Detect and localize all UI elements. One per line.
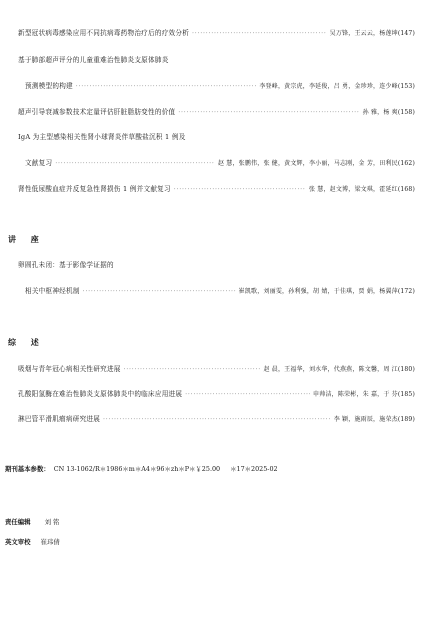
entry-authors: 李登峰，黄宗虎，李延俊，吕 勇，金珍珍，连少峰(153) (259, 83, 415, 90)
toc-entry (25, 80, 415, 90)
dot-leader (174, 187, 306, 193)
entry-title: 超声引导衰减参数技术定量评估肝脏脂肪变性的价值 (18, 108, 176, 116)
toc-entry (18, 413, 415, 423)
dot-leader (55, 161, 215, 167)
journal-params (5, 464, 278, 473)
toc-entry (18, 183, 415, 193)
dot-leader (103, 417, 331, 423)
entry-authors: 崔凯歌，刘丽雯，孙利强，胡 婧，于佳琪，贾 娟，杨翼萍(172) (238, 288, 415, 295)
toc-entry (18, 27, 415, 37)
entry-title: 吸烟与青年冠心病相关性研究进展 (18, 365, 121, 373)
dot-leader (76, 84, 256, 90)
entry-title: 卵圆孔未闭：基于影像学证据的 (18, 261, 114, 269)
dot-leader (83, 289, 236, 295)
responsible-editor (5, 517, 59, 526)
toc-entry (18, 388, 415, 398)
section-heading-review: 综 述 (8, 338, 45, 347)
entry-authors: 申帅洁，陈荣彬，朱 嘉，于 芬(185) (313, 391, 415, 398)
entry-title: 新型冠状病毒感染应用不同抗病毒药物治疗后的疗效分析 (18, 29, 190, 37)
toc-entry (18, 106, 415, 116)
proofreader-label: 英文审校 (5, 538, 31, 546)
entry-title: 淋巴管平滑肌瘤病研究进展 (18, 415, 101, 423)
journal-issue: ＊17＊2025-02 (230, 465, 278, 473)
entry-title: 肾性低尿酸血症并反复急性肾损伤 1 例并文献复习 (18, 185, 171, 193)
section-heading-lecture: 讲 座 (8, 235, 45, 244)
entry-authors: 李 颖，施雨辰，施荣杰(189) (333, 416, 415, 423)
entry-authors: 赵 慧，张鹏伟，张 健，黄文辉，李小丽，马志刚，金 芳，田利民(162) (217, 160, 415, 167)
entry-authors: 张 慧，赵文博，梁文琪，霍延红(168) (308, 186, 415, 193)
entry-authors: 孙 雅，杨 爽(158) (362, 109, 415, 116)
toc-entry (18, 363, 415, 373)
proofreader-name: 崔玮倩 (40, 538, 60, 546)
editor-name: 刘 铭 (44, 518, 60, 526)
entry-authors: 吴万锋，王云云，杨莲坤(147) (329, 30, 415, 37)
journal-params-label: 期刊基本参数： (5, 465, 50, 473)
toc-entry (25, 157, 415, 167)
entry-title: 预测模型的构建 (25, 82, 73, 90)
entry-authors: 赵 晨，王福华，刘水华，代燕燕，陈文馨，周 江(180) (263, 366, 415, 373)
entry-title: 基于肺部超声评分的儿童重难治性肺炎支原体肺炎 (18, 56, 169, 64)
editor-label: 责任编辑 (5, 518, 31, 526)
entry-title: 文献复习 (25, 159, 53, 167)
toc-entry (25, 285, 415, 295)
entry-title: IgA 为主型感染相关性肾小球肾炎伴草酸盐沉积 1 例及 (18, 133, 186, 141)
entry-title: 孔酸阳氢酶在难治性肺炎支原体肺炎中的临床应用进展 (18, 390, 183, 398)
dot-leader (124, 367, 261, 373)
journal-params-value: CN 13-1062/R＊1986＊m＊A4＊96＊zh＊P＊￥25.00 (53, 465, 221, 473)
dot-leader (192, 31, 327, 37)
english-proofreader (5, 537, 60, 546)
entry-title: 相关中枢神经机制 (25, 287, 80, 295)
dot-leader (178, 110, 359, 116)
dot-leader (185, 392, 310, 398)
